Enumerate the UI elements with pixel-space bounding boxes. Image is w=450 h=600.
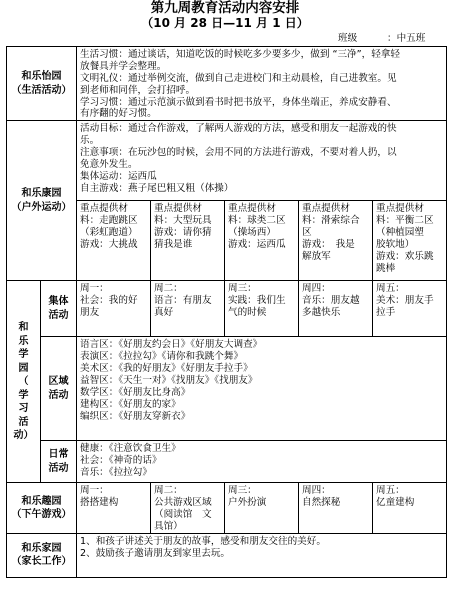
date-range: （10 月 28 日—11 月 1 日） [141,16,309,30]
daily-row [7,441,447,483]
health-line: 活动目标：通过合作游戏，了解两人游戏的方法，感受和朋友一起游戏的快 [80,123,397,135]
class-value: ：中五班 [387,33,426,44]
fun-mon: 周一： 搭搭建构 [77,483,151,534]
health-content [77,121,447,201]
daily-line: 音乐：《拉拉勾》 [80,467,152,479]
daily-line: 健康：《注意饮食卫生》 [80,443,181,455]
area-line: 美术区：《我的好朋友》《好朋友手拉手》 [80,363,253,375]
life-line: 有序翻的好习惯。 [80,108,157,120]
collective-wed: 周三： 实践：我们生 气的时候 [225,281,299,337]
health-row [7,121,447,201]
area-line: 数学区：《好朋友比身高》 [80,386,191,398]
life-line: 学习习惯：通过示范演示做到看书时把书放平，身体坐端正，养成安静看、 [80,96,397,108]
collective-row [7,281,447,337]
family-section-label: 和乐家园 （家长工作） [7,533,77,577]
collective-fri: 周五： 美术：朋友手 拉手 [373,281,447,337]
area-line: 建构区：《好朋友的家》 [80,398,181,410]
collective-mon: 周一： 社会：我的好 朋友 [77,281,151,337]
fun-row [7,483,447,534]
class-label: 班级 [338,33,358,44]
life-line: 到老师和同伴，会打招呼。 [80,84,196,96]
collective-thu: 周四： 音乐：朋友越 多越快乐 [299,281,373,337]
focus-cell-4: 重点提供材 料：滑索综合 区 游戏： 我是 解放军 [299,201,373,281]
area-line: 语言区：《好朋友约会日》《好朋友大调查》 [80,339,263,351]
area-label: 区域 活动 [41,337,77,441]
family-content [77,533,447,577]
life-line: 文明礼仪：通过举例交流，做到自己走进校门和主动晨检，自己进教室。见 [80,72,397,84]
fun-wed: 周三： 户外扮演 [225,483,299,534]
area-line: 益智区：《天生一对》《找朋友》《找朋友》 [80,375,258,387]
family-line: 1、和孩子讲述关于朋友的故事，感受和朋友交往的美好。 [80,535,326,547]
health-section-label: 和乐康园 （户外运动） [7,121,77,281]
focus-cell-1: 重点提供材 料：走跑跳区 （彩虹跑道） 游戏：大挑战 [77,201,151,281]
collective-label: 集体 活动 [41,281,77,337]
health-line: 集体运动：运西瓜 [80,170,157,182]
life-section-label: 和乐怡园 （生活活动） [7,47,77,121]
page-title: 第九周教育活动内容安排 [150,0,300,16]
focus-cell-3: 重点提供材 料：球类二区 （操场西） 游戏：运西瓜 [225,201,299,281]
area-line: 表演区：《拉拉勾》《请你和我跳个舞》 [80,351,244,363]
area-line: 编织区：《好朋友穿新衣》 [80,410,191,422]
class-info [0,33,450,45]
daily-label: 日常 活动 [41,441,77,483]
learn-section-label: 和 乐 学 园 （ 学 习 活 动） [7,281,41,483]
fun-section-label: 和乐趣园 （下午游戏） [7,483,77,534]
health-line: 乐。 [80,135,100,147]
life-line: 放餐具并学会整理。 [80,60,167,72]
life-content [77,47,447,121]
fun-thu: 周四： 自然探秘 [299,483,373,534]
fun-fri: 周五： 亿童建构 [373,483,447,534]
health-line: 免意外发生。 [80,159,138,171]
focus-cell-5: 重点提供材 料：平衡二区 （种植园塑 胶软地） 游戏：欢乐跳 跳棒 [373,201,447,281]
family-row [7,533,447,577]
life-row [7,47,447,121]
area-content [77,337,447,441]
fun-tue: 周二： 公共游戏区域 （阅读馆 文 具馆） [151,483,225,534]
collective-tue: 周二： 语言：有朋友 真好 [151,281,225,337]
area-row [7,337,447,441]
family-line: 2、鼓励孩子邀请朋友到家里去玩。 [80,547,231,559]
focus-cell-2: 重点提供材 料：大型玩具 游戏：请你猜 猜我是谁 [151,201,225,281]
schedule-table [6,46,447,578]
health-line: 自主游戏：燕子尾巴粗又粗（体操） [80,182,234,194]
daily-line: 社会：《神奇的话》 [80,455,162,467]
daily-content [77,441,447,483]
health-line: 注意事项：在玩沙包的时候，会用不同的方法进行游戏，不要对着人扔，以 [80,147,397,159]
life-line: 生活习惯：通过谈话，知道吃饭的时候吃多少要多少，做到 “三净”，轻拿轻 [80,49,400,60]
